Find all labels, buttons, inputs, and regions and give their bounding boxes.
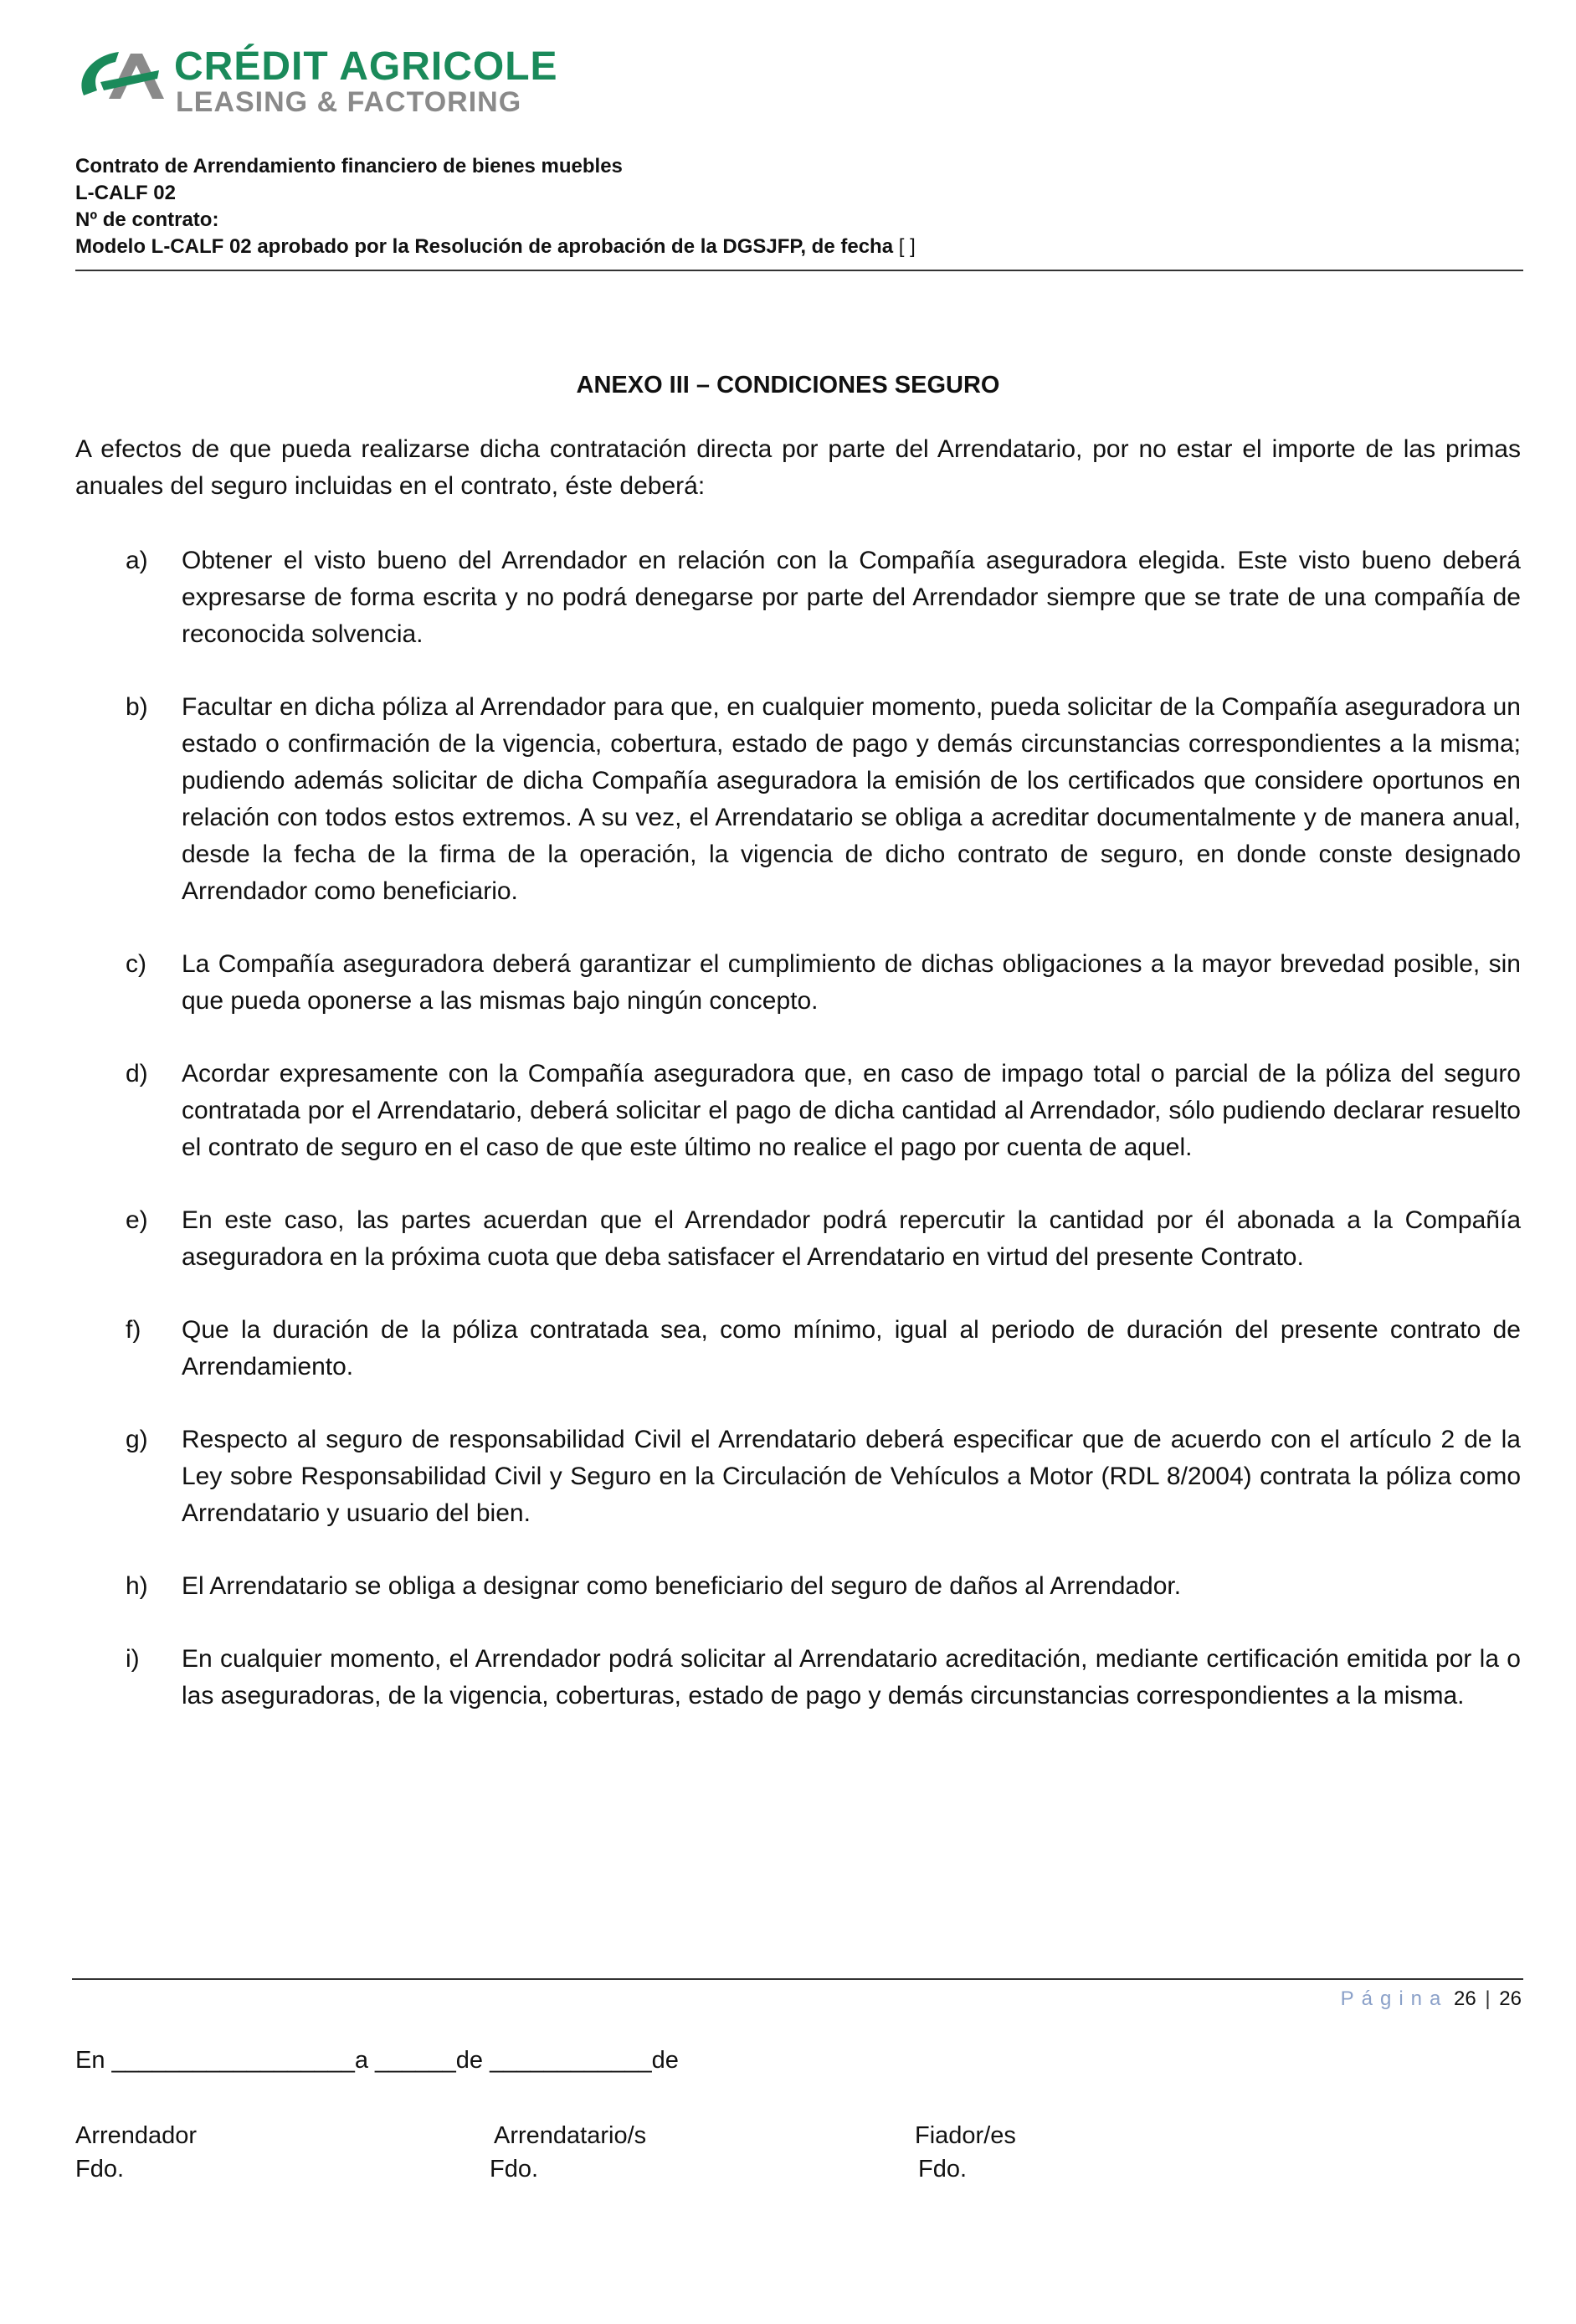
company-logo bbox=[75, 44, 578, 119]
header-divider bbox=[75, 270, 1523, 271]
list-item-text: La Compañía aseguradora deberá garantizar el cumplimiento de dichas obligaciones a la mayor brevedad posible, sin que pueda oponerse a las mismas bajo ningún concepto. bbox=[182, 950, 1521, 1015]
header-contract-number: Nº de contrato: bbox=[75, 208, 219, 231]
list-item bbox=[75, 1422, 1521, 1532]
place-date-line: En __________________a ______de ____________de bbox=[75, 2047, 679, 2074]
list-item-text: Facultar en dicha póliza al Arrendador para que, en cualquier momento, pueda solicitar de la Compañía aseguradora un estado o confirmación de la vigencia, cobertura, estado de pago y demás circunstancias correspondientes a la misma; pudiendo además solicitar de dicha Compañía aseguradora la emisión de los certificados que considere oportunos en relación con todos estos extremos. A su vez, el Arrendatario se obliga a acreditar documentalmente y de manera anual, desde la fecha de la firma de la operación, la vigencia de dicho contrato de seguro, en donde conste designado Arrendador como beneficiario. bbox=[182, 693, 1521, 905]
list-item-letter: e) bbox=[126, 1206, 148, 1234]
list-item-text: Respecto al seguro de responsabilidad Civil el Arrendatario deberá especificar que de acuerdo con el artículo 2 de la Ley sobre Responsabilidad Civil y Seguro en la Circulación de Vehículos a Motor (RDL 8/2004) contrata la póliza como Arrendatario y usuario del bien. bbox=[182, 1426, 1521, 1527]
list-item bbox=[75, 1641, 1521, 1715]
logo-text-line2: LEASING & FACTORING bbox=[176, 86, 522, 118]
page-number bbox=[1341, 1987, 1522, 2012]
list-item-letter: a) bbox=[126, 547, 148, 574]
list-item-text: Que la duración de la póliza contratada sea, como mínimo, igual al periodo de duración del presente contrato de Arrendamiento. bbox=[182, 1316, 1521, 1381]
header-approval-text: Modelo L-CALF 02 aprobado por la Resolución de aprobación de la DGSJFP, de fecha bbox=[75, 235, 894, 258]
ca-logo-mark-icon bbox=[75, 44, 167, 111]
list-item-text: Acordar expresamente con la Compañía aseguradora que, en caso de impago total o parcial de la póliza del seguro contratada por el Arrendatario, deberá solicitar el pago de dicha cantidad al Arrendador, sólo pudiendo declarar resuelto el contrato de seguro en el caso de que este último no realice el pago por cuenta de aquel. bbox=[182, 1060, 1521, 1161]
list-item-text: Obtener el visto bueno del Arrendador en relación con la Compañía aseguradora elegida. Este visto bueno deberá expresarse de forma escrita y no podrá denegarse por parte del Arrendador siempre que se trate de una compañía de reconocida solvencia. bbox=[182, 547, 1521, 648]
list-item-letter: i) bbox=[126, 1645, 140, 1673]
header-model-code: L-CALF 02 bbox=[75, 182, 176, 204]
list-item-letter: f) bbox=[126, 1316, 141, 1344]
list-item-letter: h) bbox=[126, 1572, 148, 1600]
list-item bbox=[75, 1202, 1521, 1276]
list-item-text: El Arrendatario se obliga a designar como beneficiario del seguro de daños al Arrendador. bbox=[182, 1572, 1182, 1600]
list-item-letter: d) bbox=[126, 1060, 148, 1087]
footer-divider bbox=[72, 1978, 1523, 1980]
annex-title: ANEXO III – CONDICIONES SEGURO bbox=[576, 372, 1000, 398]
signature-role-arrendatario: Arrendatario/s bbox=[494, 2122, 647, 2149]
conditions-list bbox=[75, 542, 1521, 1751]
list-item-text: En cualquier momento, el Arrendador podrá solicitar al Arrendatario acreditación, mediante certificación emitida por la o las aseguradoras, de la vigencia, coberturas, estado de pago y demás circunstancias correspondientes a la misma. bbox=[182, 1645, 1521, 1710]
list-item bbox=[75, 1312, 1521, 1386]
intro-paragraph: A efectos de que pueda realizarse dicha contratación directa por parte del Arrendatario, por no estar el importe de las primas anuales del seguro incluidas en el contrato, éste deberá: bbox=[75, 435, 1521, 500]
list-item-letter: b) bbox=[126, 693, 148, 721]
list-item-letter: g) bbox=[126, 1426, 148, 1453]
list-item bbox=[75, 1568, 1521, 1605]
signature-fdo-arrendador: Fdo. bbox=[75, 2156, 125, 2183]
list-item bbox=[75, 946, 1521, 1020]
document-header bbox=[75, 153, 1523, 260]
list-item bbox=[75, 689, 1521, 910]
signature-fdo-fiador: Fdo. bbox=[918, 2156, 968, 2183]
page-total: 26 bbox=[1499, 1987, 1522, 2010]
signature-role-arrendador: Arrendador bbox=[75, 2122, 198, 2149]
page-current: 26 bbox=[1454, 1987, 1476, 2010]
page-separator: | bbox=[1485, 1987, 1491, 2010]
page-label: Página bbox=[1340, 1987, 1449, 2010]
header-approval bbox=[75, 234, 1523, 260]
header-approval-date-bracket: [ ] bbox=[898, 235, 916, 258]
signature-fdo-arrendatario: Fdo. bbox=[490, 2156, 539, 2183]
list-item-letter: c) bbox=[126, 950, 146, 978]
logo-text-line1: CRÉDIT AGRICOLE bbox=[174, 44, 558, 89]
list-item bbox=[75, 542, 1521, 653]
list-item bbox=[75, 1056, 1521, 1166]
list-item-text: En este caso, las partes acuerdan que el Arrendador podrá repercutir la cantidad por él abonada a la Compañía aseguradora en la próxima cuota que deba satisfacer el Arrendatario en virtud del presente Contrato. bbox=[182, 1206, 1521, 1271]
signature-role-fiador: Fiador/es bbox=[915, 2122, 1016, 2149]
header-contract-name: Contrato de Arrendamiento financiero de bienes muebles bbox=[75, 155, 623, 177]
